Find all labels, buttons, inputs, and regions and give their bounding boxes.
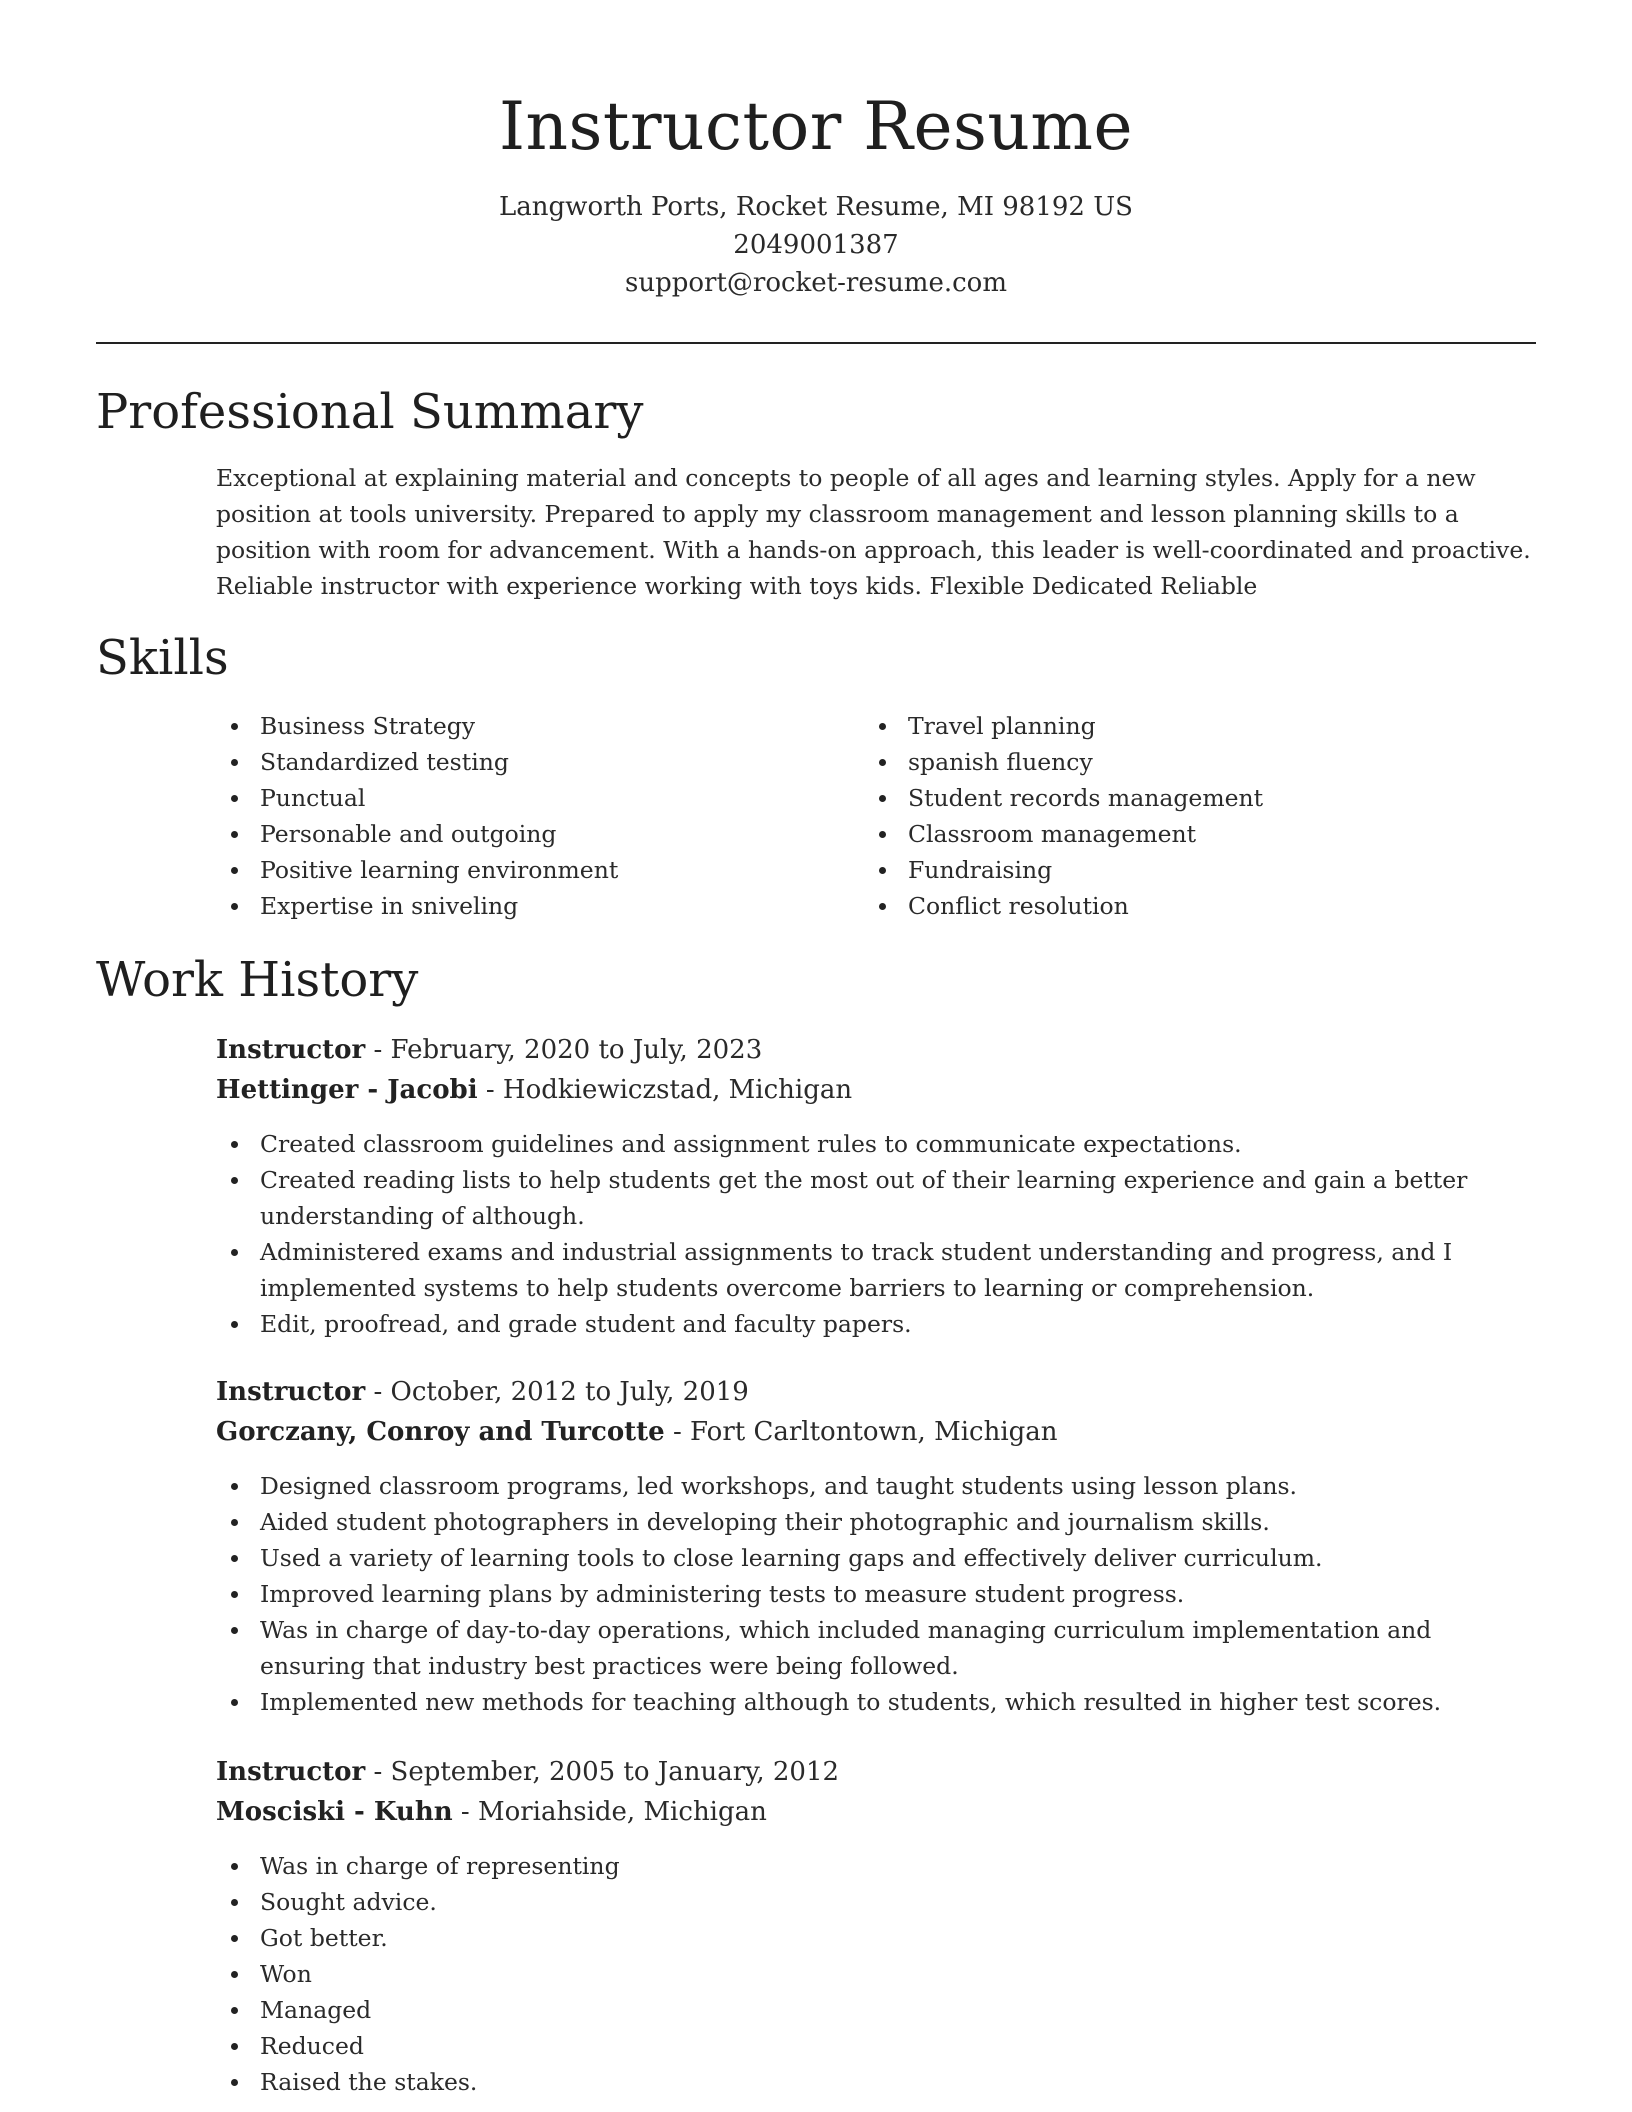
- job-duty-item: Designed classroom programs, led workshops, and taught students using lesson plans.: [216, 1468, 1536, 1504]
- skill-item: Conflict resolution: [864, 888, 1504, 924]
- job-company-line: [216, 1412, 1536, 1452]
- job-company: Hettinger - Jacobi: [216, 1075, 478, 1105]
- job-company: Mosciski - Kuhn: [216, 1797, 453, 1827]
- job-duties-list: [216, 1468, 1536, 1720]
- job-entry: [216, 1752, 1536, 2100]
- skill-item: Classroom management: [864, 816, 1504, 852]
- job-duties-list: [216, 1848, 1536, 2100]
- skill-item: spanish fluency: [864, 744, 1504, 780]
- job-duty-item: Improved learning plans by administering tests to measure student progress.: [216, 1576, 1536, 1612]
- job-title: Instructor: [216, 1757, 366, 1787]
- skill-item: Punctual: [216, 780, 816, 816]
- job-duties-list: [216, 1126, 1536, 1342]
- job-duty-item: Edit, proofread, and grade student and faculty papers.: [216, 1306, 1536, 1342]
- work-history-heading: Work History: [96, 952, 419, 1008]
- job-duty-item: Was in charge of day-to-day operations, which included managing curriculum implementation and ensuring that industry best practices were being followed.: [216, 1612, 1536, 1684]
- job-dates: - February, 2020 to July, 2023: [365, 1035, 763, 1065]
- job-company-line: [216, 1070, 1536, 1110]
- skill-item: Personable and outgoing: [216, 816, 816, 852]
- skills-heading: Skills: [96, 630, 229, 686]
- page-title: Instructor Resume: [498, 88, 1134, 165]
- skills-list-left: [216, 708, 816, 924]
- skill-item: Positive learning environment: [216, 852, 816, 888]
- skill-item: Student records management: [864, 780, 1504, 816]
- job-duty-item: Was in charge of representing: [216, 1848, 1536, 1884]
- contact-phone: 2049001387: [733, 230, 899, 260]
- job-location: - Hodkiewiczstad, Michigan: [477, 1075, 853, 1105]
- job-entry: [216, 1030, 1536, 1342]
- contact-address: Langworth Ports, Rocket Resume, MI 98192 US: [499, 192, 1133, 222]
- job-duty-item: Created reading lists to help students get the most out of their learning experience and gain a better understanding of although.: [216, 1162, 1536, 1234]
- job-title: Instructor: [216, 1377, 366, 1407]
- job-duty-item: Created classroom guidelines and assignment rules to communicate expectations.: [216, 1126, 1536, 1162]
- job-duty-item: Sought advice.: [216, 1884, 1536, 1920]
- skill-item: Travel planning: [864, 708, 1504, 744]
- summary-text: Exceptional at explaining material and concepts to people of all ages and learning styles. Apply for a new position at tools university. Prepared to apply my classroom management and lesson planning skills to a position with room for advancement. With a hands-on approach, this leader is well-coordinated and proactive. Reliable instructor with experience working with toys kids. Flexible Dedicated Reliable: [216, 464, 1531, 600]
- job-duty-item: Got better.: [216, 1920, 1536, 1956]
- resume-header: [0, 0, 1632, 302]
- job-title-line: [216, 1030, 1536, 1070]
- skill-item: Standardized testing: [216, 744, 816, 780]
- job-duty-item: Managed: [216, 1992, 1536, 2028]
- job-dates: - October, 2012 to July, 2019: [365, 1377, 749, 1407]
- job-duty-item: Aided student photographers in developing their photographic and journalism skills.: [216, 1504, 1536, 1540]
- job-location: - Fort Carltontown, Michigan: [664, 1417, 1058, 1447]
- summary-heading: Professional Summary: [96, 384, 644, 440]
- skill-item: Business Strategy: [216, 708, 816, 744]
- job-dates: - September, 2005 to January, 2012: [365, 1757, 840, 1787]
- job-title-line: [216, 1752, 1536, 1792]
- job-company: Gorczany, Conroy and Turcotte: [216, 1417, 665, 1447]
- job-title: Instructor: [216, 1035, 366, 1065]
- skills-list-right: [864, 708, 1504, 924]
- job-duty-item: Raised the stakes.: [216, 2064, 1536, 2100]
- job-title-line: [216, 1372, 1536, 1412]
- job-duty-item: Won: [216, 1956, 1536, 1992]
- contact-info: [0, 188, 1632, 302]
- job-duty-item: Administered exams and industrial assignments to track student understanding and progress, and I implemented systems to help students overcome barriers to learning or comprehension.: [216, 1234, 1536, 1306]
- job-duty-item: Implemented new methods for teaching although to students, which resulted in higher test scores.: [216, 1684, 1536, 1720]
- job-company-line: [216, 1792, 1536, 1832]
- job-entry: [216, 1372, 1536, 1720]
- contact-email: support@rocket-resume.com: [624, 268, 1007, 298]
- header-divider: [96, 342, 1536, 344]
- skill-item: Fundraising: [864, 852, 1504, 888]
- job-duty-item: Reduced: [216, 2028, 1536, 2064]
- skill-item: Expertise in sniveling: [216, 888, 816, 924]
- job-duty-item: Used a variety of learning tools to close learning gaps and effectively deliver curriculum.: [216, 1540, 1536, 1576]
- job-location: - Moriahside, Michigan: [452, 1797, 767, 1827]
